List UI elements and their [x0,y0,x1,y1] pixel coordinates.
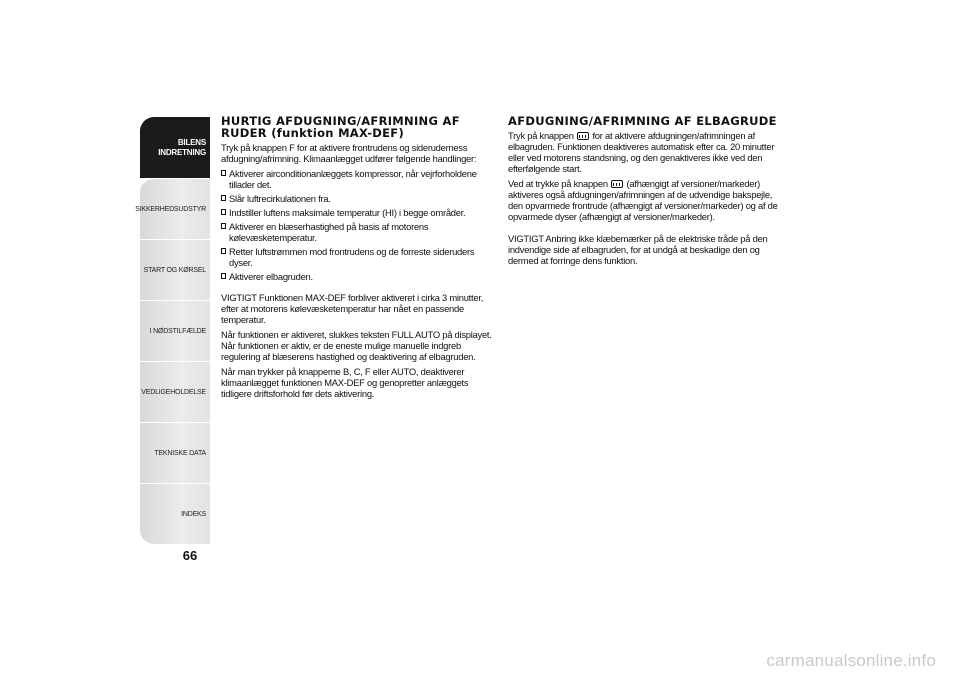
list-item: Indstiller luftens maksimale temperatur (HI) i begge områder. [221,207,493,218]
page-number: 66 [182,548,198,563]
max-def-heading: HURTIG AFDUGNING/AFRIMNING AF RUDER (funktion MAX-DEF) [221,114,460,140]
rear-defrost-paragraph-2 [508,178,783,222]
paragraph-text: Tryk på knappen [508,130,574,141]
max-def-actions-list [221,168,493,282]
list-item: Aktiverer airconditionanlæggets kompressor, når vejrforholdene tillader det. [221,168,493,190]
tab-label: INDEKS [181,510,206,518]
rear-defrost-section [508,115,783,270]
tab-i-nodstilfaelde[interactable] [140,300,210,361]
tab-bilens-indretning[interactable] [140,117,210,178]
paragraph-text: Ved at trykke på knappen [508,178,608,189]
paragraph-text: (afhængigt af versioner/markeder) aktiveres også afdugningen/afrimningen af de udvendige bakspejle, den opvarmede frontrude (afhængigt af versioner/markeder) og af de opvarmede dyser (afhængigt af versioner/markeder). [508,178,778,222]
chapter-sidebar [135,117,210,544]
paragraph-text: for at aktivere afdugningen/afrimningen af elbagruden. Funktionen deaktiveres automatisk efter ca. 20 minutter eller ved motorens standsning, og den genaktiveres ikke ved den efterfølgende start. [508,130,775,174]
tab-label: VEDLIGEHOLDELSE [141,388,206,396]
max-def-important-note: VIGTIGT Funktionen MAX-DEF forbliver aktiveret i cirka 3 minutter, efter at motorens kølevæsketemperatur har nået en passende temperatur. [221,292,484,325]
tab-label: I NØDSTILFÆLDE [149,327,206,335]
tab-active-line2: INDRETNING [158,147,206,157]
tab-indeks[interactable] [140,483,210,544]
rear-defrost-paragraph-1 [508,130,783,174]
tab-vedligeholdelse[interactable] [140,361,210,422]
list-item: Retter luftstrømmen mod frontrudens og de forreste sideruders dyser. [221,246,493,268]
max-def-intro: Tryk på knappen F for at aktivere frontrudens og sideruderness afdugning/afrimning. Klimaanlægget udfører følgende handlinger: [221,142,477,164]
tab-tekniske-data[interactable] [140,422,210,483]
watermark: carmanualsonline.info [766,651,936,670]
tab-label: TEKNISKE DATA [154,449,206,457]
tab-label: SIKKERHEDSUDSTYR [135,205,206,213]
tab-start-og-korsel[interactable] [140,239,210,300]
tab-label: START OG KØRSEL [143,266,206,274]
list-item: Slår luftrecirkulationen fra. [221,193,493,204]
list-item: Aktiverer en blæserhastighed på basis af motorens kølevæsketemperatur. [221,221,493,243]
rear-window-defrost-icon [577,132,589,140]
max-def-section [221,115,493,403]
list-item: Aktiverer elbagruden. [221,271,493,282]
rear-window-defrost-icon [611,180,623,188]
tab-active-line1: BILENS [177,137,206,147]
max-def-active-paragraph: Når funktionen er aktiveret, slukkes teksten FULL AUTO på displayet. Når funktionen er aktiv, er de eneste mulige manuelle indgreb regulering af blæserens hastighed og deaktivering af elbagruden. [221,329,492,362]
tab-sikkerhedsudstyr[interactable] [135,178,210,239]
max-def-deactivate-paragraph: Når man trykker på knapperne B, C, F eller AUTO, deaktiverer klimaanlægget funktionen MAX-DEF og genopretter anlæggets tidligere driftsforhold før dets aktivering. [221,366,469,399]
rear-defrost-important-note: VIGTIGT Anbring ikke klæbemærker på de elektriske tråde på den indvendige side af elbagruden, for at undgå at beskadige den og dermed at forringe dens funktion. [508,233,768,266]
rear-defrost-heading: AFDUGNING/AFRIMNING AF ELBAGRUDE [508,114,777,128]
